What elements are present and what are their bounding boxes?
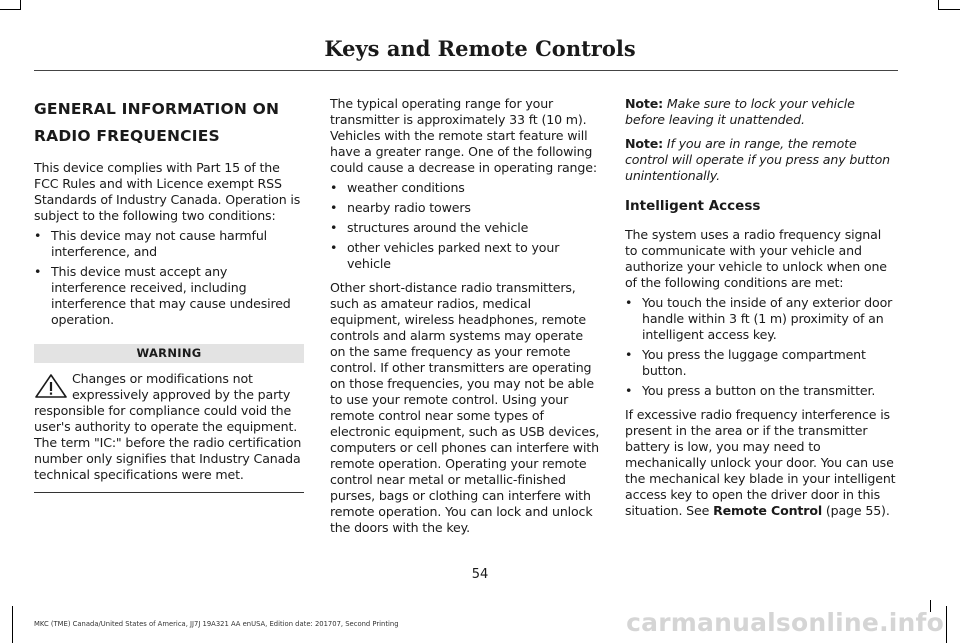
right-column [625, 96, 897, 519]
crop-mark [20, 0, 21, 10]
list-item: • weather conditions [330, 180, 465, 195]
bullet-glyph: • [330, 220, 338, 235]
intelligent-access-heading: Intelligent Access [625, 198, 761, 214]
page-number: 54 [471, 567, 489, 582]
conditions-list [34, 228, 304, 328]
page-title: Keys and Remote Controls [324, 36, 636, 61]
crop-mark [12, 606, 13, 643]
list-item: • This device must accept any interference received, including interference that may cause undesired operation. [34, 264, 291, 327]
warning-divider [34, 492, 304, 493]
remote-control-link[interactable]: Remote Control [713, 503, 822, 518]
list-item: • structures around the vehicle [330, 220, 529, 235]
intro-paragraph: This device complies with Part 15 of the FCC Rules and with Licence exempt RSS Standards of Industry Canada. Operation is subject to the following two conditions: [34, 160, 301, 223]
bullet-glyph: • [625, 383, 633, 398]
list-item: • You press a button on the transmitter. [625, 383, 876, 398]
unlock-conditions-list [625, 295, 897, 399]
section-heading-line1: GENERAL INFORMATION ON [34, 100, 280, 118]
note-lock [625, 96, 897, 128]
left-column [34, 96, 304, 493]
note-label: Note: [625, 136, 664, 151]
bullet-glyph: • [625, 295, 633, 310]
crop-mark [938, 0, 939, 10]
bullet-glyph: • [34, 264, 42, 279]
range-paragraph: The typical operating range for your transmitter is approximately 33 ft (10 m). Vehicles with the remote start feature will have a greater range. One of the following could cause a decrease in operating range: [330, 96, 597, 175]
bullet-glyph: • [330, 240, 338, 255]
header-divider [34, 70, 898, 71]
warning-label: WARNING [34, 344, 304, 363]
list-item: • You press the luggage compartment button. [625, 347, 866, 378]
bullet-glyph: • [625, 347, 633, 362]
range-factors-list [330, 180, 602, 272]
section-heading [34, 98, 304, 148]
bullet-glyph: • [330, 180, 338, 195]
section-heading-line2: RADIO FREQUENCIES [34, 127, 220, 145]
bullet-glyph: • [330, 200, 338, 215]
crop-mark [0, 9, 20, 10]
crop-mark [946, 606, 947, 643]
note-text: Make sure to lock your vehicle before leaving it unattended. [625, 96, 855, 127]
crop-mark [938, 9, 960, 10]
middle-column [330, 96, 602, 536]
list-item: • other vehicles parked next to your vehicle [330, 240, 560, 271]
edition-footer: MKC (TME) Canada/United States of America, JJ7J 19A321 AA enUSA, Edition date: 201707, Second Printing [34, 620, 399, 628]
warning-box [34, 371, 304, 483]
note-text: If you are in range, the remote control will operate if you press any button unintentionally. [625, 136, 890, 183]
warning-triangle-icon [34, 373, 68, 399]
list-item: • You touch the inside of any exterior door handle within 3 ft (1 m) proximity of an intelligent access key. [625, 295, 893, 342]
interference-paragraph: Other short-distance radio transmitters, such as amateur radios, medical equipment, wireless headphones, remote controls and alarm systems may operate on the same frequency as your remote control. If other transmitters are operating on those frequencies, you may not be able to use your remote control. Using your remote control near some types of electronic equipment, such as USB devices, computers or cell phones can interfere with remote operation. Operating your remote control near metal or metallic-finished purses, bags or clothing can interfere with remote operation. You can lock and unlock the doors with the key. [330, 280, 600, 535]
mechanical-unlock-paragraph: If excessive radio frequency interference is present in the area or if the transmitter battery is low, you may need to mechanically unlock your door. You can use the mechanical key blade in your intelligent access key to open the driver door in this situation. See Remote Control (page 55). [625, 407, 896, 518]
list-item: • nearby radio towers [330, 200, 471, 215]
list-item: • This device may not cause harmful interference, and [34, 228, 268, 259]
warning-text: Changes or modifications not expressively approved by the party responsible for compliance could void the user's authority to operate the equipment. The term "IC:" before the radio certification number only signifies that Industry Canada technical specifications were met. [34, 371, 302, 482]
note-range [625, 136, 897, 184]
bullet-glyph: • [34, 228, 42, 243]
watermark: carmanualsonline.info [626, 608, 944, 637]
note-label: Note: [625, 96, 664, 111]
intelligent-access-paragraph: The system uses a radio frequency signal to communicate with your vehicle and authorize your vehicle to unlock when one of the following conditions are met: [625, 227, 887, 290]
